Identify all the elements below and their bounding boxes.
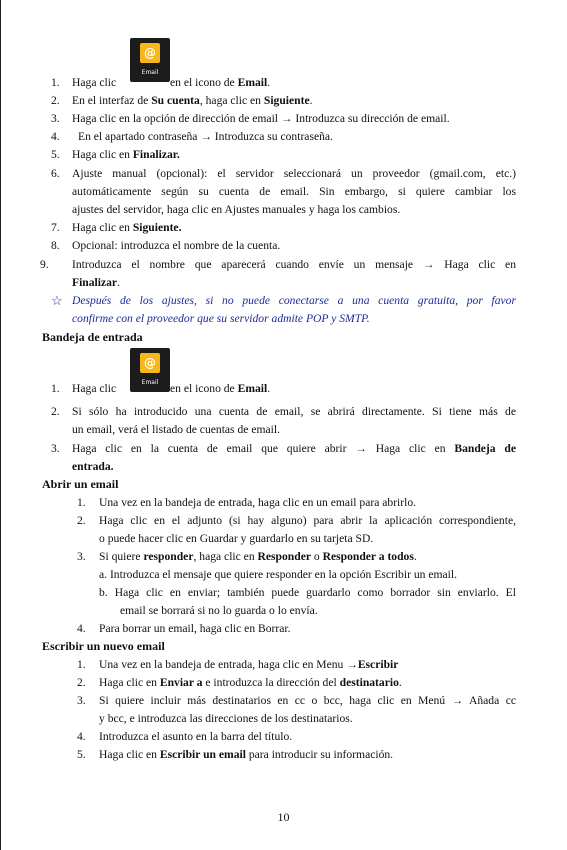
step-number: 4. — [51, 130, 60, 143]
star-icon: ☆ — [51, 293, 63, 308]
substep-text: b. Haga clic en enviar; también puede guardarlo como borrador sin enviarlo. El — [99, 586, 516, 599]
step-number: 3. — [77, 550, 86, 563]
icon-label: Email — [141, 69, 159, 76]
section-heading-compose: Escribir un nuevo email — [42, 639, 165, 653]
step-text: Haga clic en Escribir un email para introducir su información. — [99, 748, 394, 761]
step-text: Una vez en la bandeja de entrada, haga clic en un email para abrirlo. — [99, 496, 417, 509]
step-text: Si quiere incluir más destinatarios en cc o bcc, haga clic en Menú → Añada cc — [99, 694, 516, 707]
section-heading-open: Abrir un email — [42, 477, 119, 491]
step-number: 8. — [51, 239, 60, 252]
step-number: 7. — [51, 221, 60, 234]
substep-text: email se borrará si no lo guarda o lo envía. — [120, 604, 318, 617]
step-text: en el icono de Email. — [170, 382, 271, 395]
step-text: Haga clic en Finalizar. — [72, 148, 180, 161]
step-number: 5. — [77, 748, 86, 761]
note-text: Después de los ajustes, si no puede conectarse a una cuenta gratuita, por favor — [72, 294, 516, 307]
email-app-icon — [130, 38, 170, 82]
step-number: 2. — [51, 405, 60, 418]
step-text: Haga clic en el adjunto (si hay alguno) para abrir la aplicación correspondiente, — [99, 514, 516, 527]
icon-label: Email — [141, 379, 159, 386]
step-text: Introduzca el nombre que aparecerá cuando envíe un mensaje → Haga clic en — [72, 258, 516, 271]
envelope-icon: @ — [140, 353, 160, 373]
step-text: Haga clic — [72, 76, 117, 89]
step-text: Para borrar un email, haga clic en Borrar. — [99, 622, 291, 635]
step-text: Haga clic — [72, 382, 117, 395]
step-text: Haga clic en la opción de dirección de email → Introduzca su dirección de email. — [72, 112, 450, 125]
step-text: entrada. — [72, 460, 114, 473]
step-number: 4. — [77, 622, 86, 635]
step-number: 2. — [51, 94, 60, 107]
step-number: 3. — [51, 442, 60, 455]
envelope-icon: @ — [140, 43, 160, 63]
step-number: 9. — [40, 258, 49, 271]
step-number: 1. — [51, 382, 60, 395]
step-number: 6. — [51, 167, 60, 180]
step-text: Opcional: introduzca el nombre de la cuenta. — [72, 239, 281, 252]
step-text: En el apartado contraseña → Introduzca su contraseña. — [78, 130, 333, 143]
step-text: Finalizar. — [72, 276, 120, 289]
step-text: Haga clic en la cuenta de email que quiere abrir → Haga clic en Bandeja de — [72, 442, 516, 455]
page-number: 10 — [277, 810, 290, 824]
step-number: 5. — [51, 148, 60, 161]
substep-text: a. Introduzca el mensaje que quiere responder en la opción Escribir un email. — [99, 568, 457, 581]
step-text: o puede hacer clic en Guardar y guardarlo en su tarjeta SD. — [99, 532, 374, 545]
note-text: confirme con el proveedor que su servidor admite POP y SMTP. — [72, 312, 370, 325]
step-number: 1. — [77, 496, 86, 509]
step-text: Haga clic en Siguiente. — [72, 221, 182, 234]
step-text: y bcc, e introduzca las direcciones de los destinatarios. — [99, 712, 353, 725]
step-number: 4. — [77, 730, 86, 743]
step-text: En el interfaz de Su cuenta, haga clic en Siguiente. — [72, 94, 313, 107]
step-text: Si sólo ha introducido una cuenta de email, se abrirá directamente. Si tiene más de — [72, 405, 516, 418]
section-heading-inbox: Bandeja de entrada — [42, 330, 143, 344]
step-text: en el icono de Email. — [170, 76, 271, 89]
step-text: Haga clic en Enviar a e introduzca la dirección del destinatario. — [99, 676, 402, 689]
step-number: 3. — [77, 694, 86, 707]
step-text: un email, verá el listado de cuentas de email. — [72, 423, 280, 436]
step-text: Si quiere responder, haga clic en Responder o Responder a todos. — [99, 550, 417, 563]
step-number: 2. — [77, 676, 86, 689]
step-text: Una vez en la bandeja de entrada, haga clic en Menu →Escribir — [99, 658, 399, 671]
step-text: automáticamente según su cuenta de email. Sin embargo, si quiere cambiar los — [72, 185, 516, 198]
step-text: Introduzca el asunto en la barra del título. — [99, 730, 293, 743]
step-text: ajustes del servidor, haga clic en Ajustes manuales y haga los cambios. — [72, 203, 401, 216]
step-text: Ajuste manual (opcional): el servidor seleccionará un proveedor (gmail.com, etc.) — [72, 167, 516, 180]
step-number: 1. — [51, 76, 60, 89]
step-number: 2. — [77, 514, 86, 527]
email-app-icon — [130, 348, 170, 392]
step-number: 1. — [77, 658, 86, 671]
page-edge — [0, 0, 1, 850]
step-number: 3. — [51, 112, 60, 125]
